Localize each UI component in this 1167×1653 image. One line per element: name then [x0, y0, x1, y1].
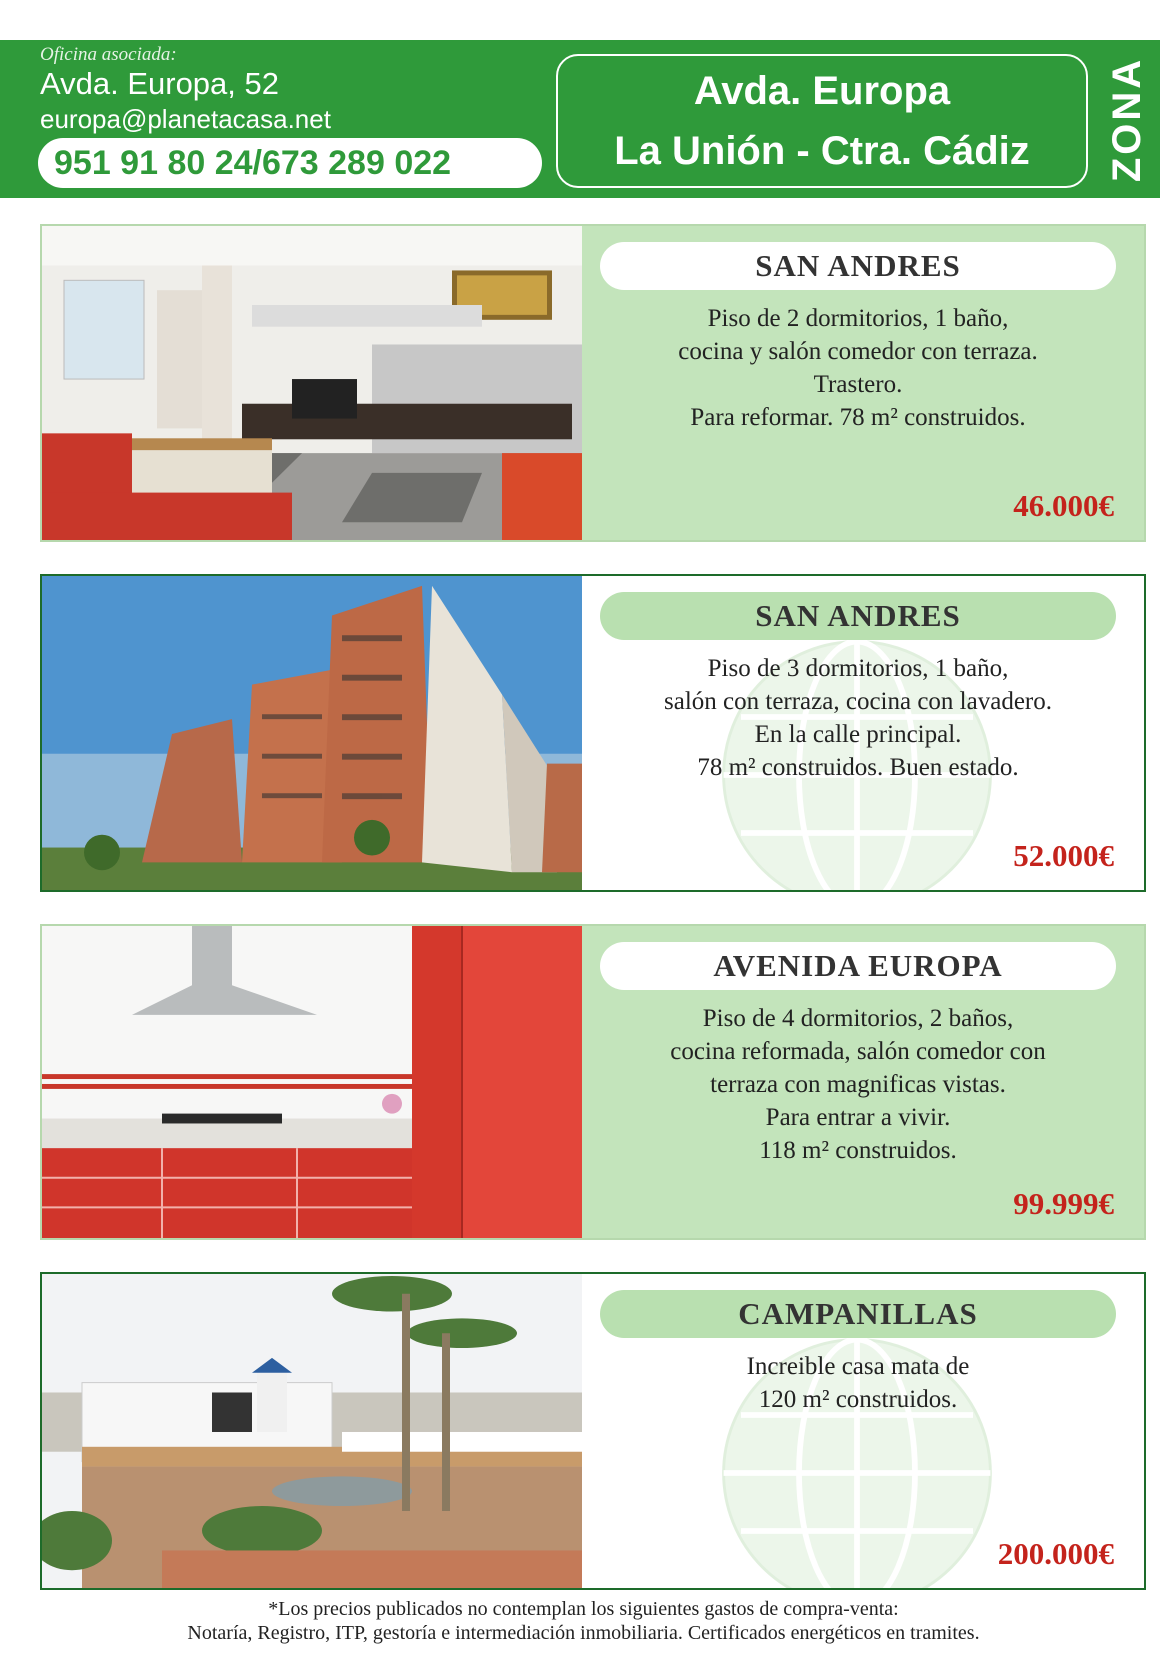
zone-line2: La Unión - Ctra. Cádiz [614, 129, 1030, 173]
listing-card[interactable] [40, 224, 1146, 542]
listing-description [600, 1002, 1116, 1167]
listing-info [582, 576, 1144, 890]
description-line: Increible casa mata de [746, 1353, 970, 1380]
listing-title: SAN ANDRES [600, 242, 1116, 290]
listing-card[interactable] [40, 574, 1146, 892]
living-room-photo [42, 226, 582, 540]
listing-description [600, 652, 1116, 784]
description-line: cocina reformada, salón comedor con [670, 1038, 1046, 1065]
listing-info [582, 226, 1144, 540]
zone-box [556, 54, 1088, 188]
office-address: Avda. Europa, 52 [40, 66, 279, 101]
office-label: Oficina asociada: [40, 44, 177, 65]
description-line: Piso de 2 dormitorios, 1 baño, [707, 305, 1009, 332]
description-line: salón con terraza, cocina con lavadero. [664, 688, 1052, 715]
listing-info [582, 926, 1144, 1238]
description-line: 118 m² construidos. [759, 1137, 957, 1164]
description-line: En la calle principal. [754, 721, 962, 748]
listing-info [582, 1274, 1144, 1588]
description-line: cocina y salón comedor con terraza. [678, 338, 1038, 365]
office-header [0, 40, 1160, 198]
listing-title: SAN ANDRES [600, 592, 1116, 640]
price-disclaimer [0, 1597, 1167, 1645]
phone-text: 951 91 80 24/673 289 022 [54, 143, 452, 182]
listing-price: 52.000€ [1013, 838, 1114, 873]
listing-card[interactable] [40, 924, 1146, 1240]
listing-title: AVENIDA EUROPA [600, 942, 1116, 990]
zona-tab [1096, 40, 1160, 198]
description-line: Para reformar. 78 m² construidos. [690, 404, 1026, 431]
description-line: Piso de 3 dormitorios, 1 baño, [707, 655, 1009, 682]
description-line: Para entrar a vivir. [765, 1104, 951, 1131]
description-line: Piso de 4 dormitorios, 2 baños, [702, 1005, 1014, 1032]
listing-price: 99.999€ [1013, 1186, 1114, 1221]
description-line: 120 m² construidos. [758, 1386, 958, 1413]
kitchen-photo [42, 926, 582, 1238]
zone-line1: Avda. Europa [693, 69, 951, 113]
phone-numbers[interactable] [38, 138, 542, 188]
listing-price: 46.000€ [1013, 488, 1114, 523]
listing-description [600, 1350, 1116, 1416]
disclaimer-line2: Notaría, Registro, ITP, gestoría e intermediación inmobiliaria. Certificados energéticos en tramites. [187, 1622, 980, 1644]
zona-label: ZONA [1105, 56, 1150, 182]
listing-description [600, 302, 1116, 434]
office-email[interactable]: europa@planetacasa.net [40, 104, 331, 134]
listing-card[interactable] [40, 1272, 1146, 1590]
description-line: Trastero. [813, 371, 903, 398]
listing-price: 200.000€ [997, 1536, 1114, 1571]
listing-title: CAMPANILLAS [600, 1290, 1116, 1338]
description-line: 78 m² construidos. Buen estado. [697, 754, 1019, 781]
disclaimer-line1: *Los precios publicados no contemplan los siguientes gastos de compra-venta: [268, 1598, 899, 1620]
apartment-building-photo [42, 576, 582, 890]
house-terrace-photo [42, 1274, 582, 1588]
description-line: terraza con magnificas vistas. [710, 1071, 1006, 1098]
